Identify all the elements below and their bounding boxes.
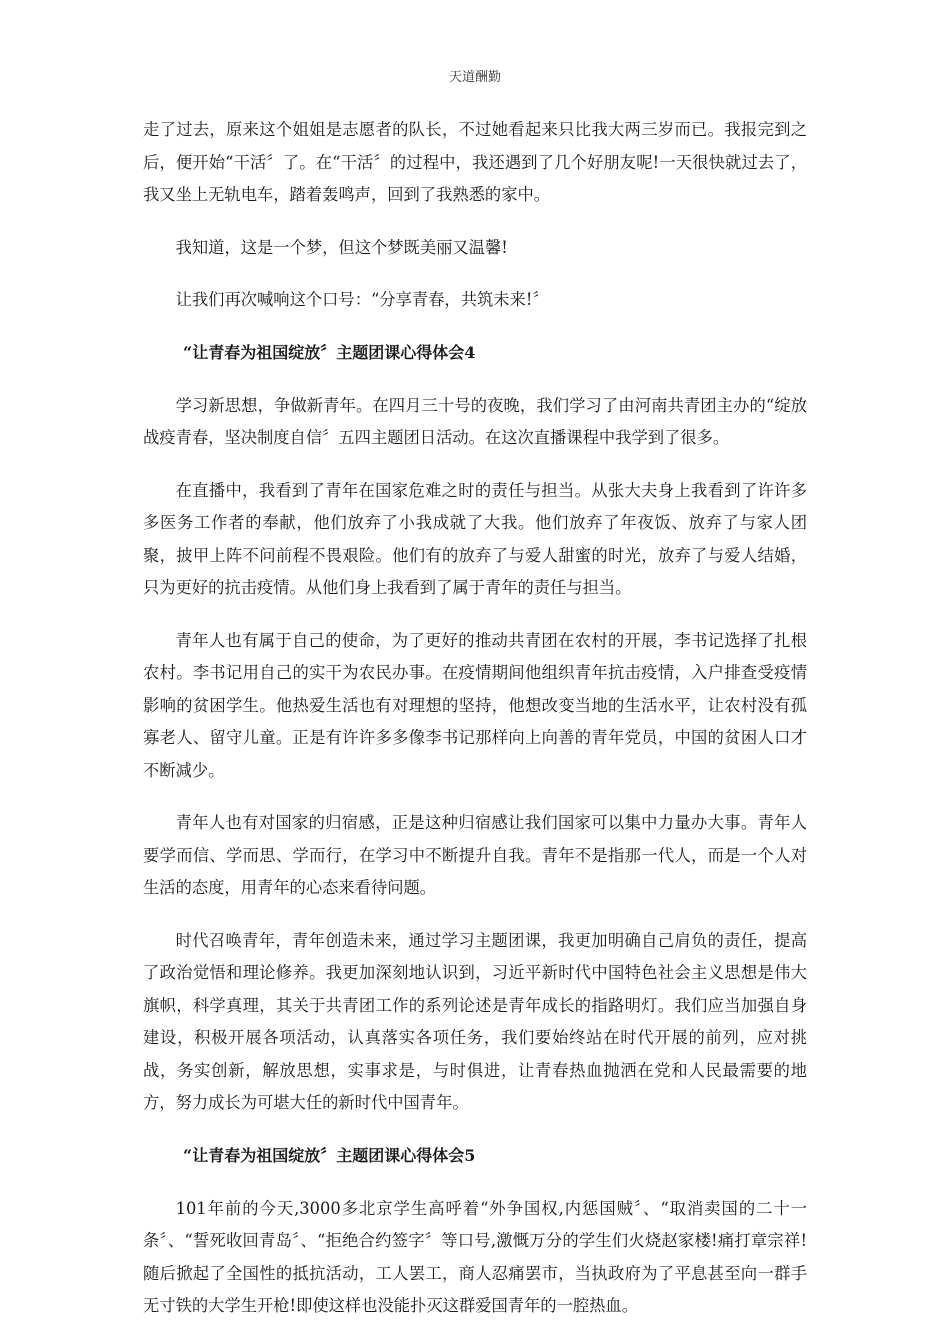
paragraph: 我知道，这是一个梦，但这个梦既美丽又温馨! xyxy=(175,237,508,257)
paragraph: 在直播中，我看到了青年在国家危难之时的责任与担当。从张大夫身上我看到了许许多多医务工作者的奉献，他们放弃了小我成就了大我。他们放弃了年夜饭、放弃了与家人团聚，披甲上阵不问前程不畏艰险。他们有的放弃了与爱人甜蜜的时光，放弃了与爱人结婚，只为更好的抗击疫情。从他们身上我看到了属于青年的责任与担当。 xyxy=(143,480,807,597)
paragraph: 101年前的今天,3000多北京学生高呼着“外争国权,内惩国贼〞、“取消卖国的二十一条〞、“誓死收回青岛〞、“拒绝合约签字〞等口号,激慨万分的学生们火烧赵家楼!痛打章宗祥!随后掀起了全国性的抵抗活动，工人罢工，商人忍痛罢市，当执政府为了平息甚至向一群手无寸铁的大学生开枪!即使这样也没能扑灭这群爱国青年的一腔热血。 xyxy=(143,1198,807,1315)
section-heading: “让青春为祖国绽放〞主题团课心得体会5 xyxy=(183,1145,476,1165)
paragraph: 时代召唤青年，青年创造未来，通过学习主题团课，我更加明确自己肩负的责任，提高了政治觉悟和理论修养。我更加深刻地认识到，习近平新时代中国特色社会主义思想是伟大旗帜，科学真理，其关于共青团工作的系列论述是青年成长的指路明灯。我们应当加强自身建设，积极开展各项活动，认真落实各项任务，我们要始终站在时代开展的前列，应对挑战，务实创新，解放思想，实事求是，与时俱进，让青春热血抛洒在党和人民最需要的地方，努力成长为可堪大任的新时代中国青年。 xyxy=(143,930,807,1112)
paragraph: 青年人也有属于自己的使命，为了更好的推动共青团在农村的开展，李书记选择了扎根农村。李书记用自己的实干为农民办事。在疫情期间他组织青年抗击疫情，入户排查受疫情影响的贫困学生。他热爱生活也有对理想的坚持，他想改变当地的生活水平，让农村没有孤寡老人、留守儿童。正是有许许多多像李书记那样向上向善的青年党员，中国的贫困人口才不断减少。 xyxy=(143,630,807,780)
paragraph: 让我们再次喊响这个口号：“分享青春，共筑未来!〞 xyxy=(175,290,549,309)
paragraph: 学习新思想，争做新青年。在四月三十号的夜晚，我们学习了由河南共青团主办的“绽放战疫青春，坚决制度自信〞五四主题团日活动。在这次直播课程中我学到了很多。 xyxy=(143,395,807,447)
page-header: 天道酬勤 xyxy=(448,70,501,85)
paragraph: 青年人也有对国家的归宿感，正是这种归宿感让我们国家可以集中力量办大事。青年人要学而信、学而思、学而行，在学习中不断提升自我。青年不是指那一代人，而是一个人对生活的态度，用青年的心态来看待问题。 xyxy=(143,813,807,897)
section-heading: “让青春为祖国绽放〞主题团课心得体会4 xyxy=(183,342,476,362)
paragraph: 走了过去，原来这个姐姐是志愿者的队长，不过她看起来只比我大两三岁而已。我报完到之后，便开始“干活〞了。在“干活〞的过程中，我还遇到了几个好朋友呢!一天很快就过去了，我又坐上无轨电车，踏着轰鸣声，回到了我熟悉的家中。 xyxy=(143,120,807,204)
document-body xyxy=(143,114,807,1343)
